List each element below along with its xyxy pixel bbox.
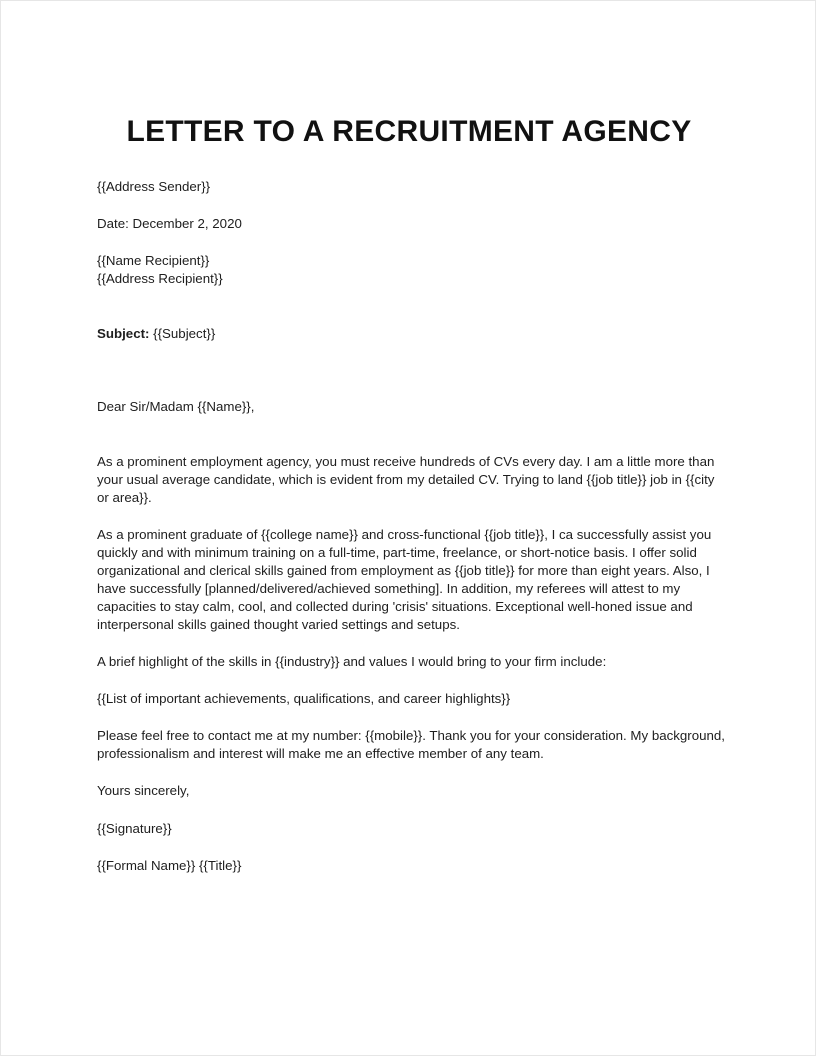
subject-value: {{Subject}} <box>149 326 216 341</box>
sender-address <box>97 178 727 196</box>
paragraph-contact-text: Please feel free to contact me at my number: {{mobile}}. Thank you for your consideration. My background, professionalism and interest will make me an effective member of any team. <box>97 728 726 761</box>
closing-text: Yours sincerely, <box>97 783 190 798</box>
recipient-address: {{Address Recipient}} <box>97 271 223 286</box>
highlights-text: {{List of important achievements, qualifications, and career highlights}} <box>97 691 511 706</box>
paragraph-qualifications <box>97 526 727 634</box>
paragraph-skills-intro <box>97 653 727 671</box>
recipient-name: {{Name Recipient}} <box>97 253 210 268</box>
letter-date <box>97 215 727 233</box>
paragraph-intro-text: As a prominent employment agency, you must receive hundreds of CVs every day. I am a little more than your usual average candidate, which is evident from my detailed CV. Trying to land {{job title}} job in {{city or area}}. <box>97 454 715 505</box>
closing <box>97 782 727 800</box>
highlights-placeholder <box>97 690 727 708</box>
signature <box>97 820 727 838</box>
signature-text: {{Signature}} <box>97 821 172 836</box>
document-title: LETTER TO A RECRUITMENT AGENCY <box>126 115 692 148</box>
paragraph-qualifications-text: As a prominent graduate of {{college name}} and cross-functional {{job title}}, I ca successfully assist you quickly and with minimum training on a full-time, part-time, freelance, or short-notice basis. I offer solid organizational and clerical skills gained from employment as {{job title}} for more than eight years. Also, I have successfully [planned/delivered/achieved something]. In addition, my referees will attest to my capacities to stay calm, cool, and collected during 'crisis' situations. Exceptional well-honed issue and interpersonal skills gained thought varied settings and setups. <box>97 527 712 632</box>
formal-name-title <box>97 857 727 875</box>
paragraph-intro <box>97 453 727 507</box>
subject-line <box>97 325 727 343</box>
sender-address-line: {{Address Sender}} <box>97 179 211 194</box>
formal-name-title-text: {{Formal Name}} {{Title}} <box>97 858 242 873</box>
salutation-text: Dear Sir/Madam {{Name}}, <box>97 399 255 414</box>
paragraph-contact <box>97 727 727 763</box>
paragraph-skills-intro-text: A brief highlight of the skills in {{industry}} and values I would bring to your firm include: <box>97 654 607 669</box>
recipient-block <box>97 252 727 288</box>
subject-label: Subject: <box>97 326 150 341</box>
date-line: Date: December 2, 2020 <box>97 216 242 231</box>
salutation <box>97 398 727 416</box>
